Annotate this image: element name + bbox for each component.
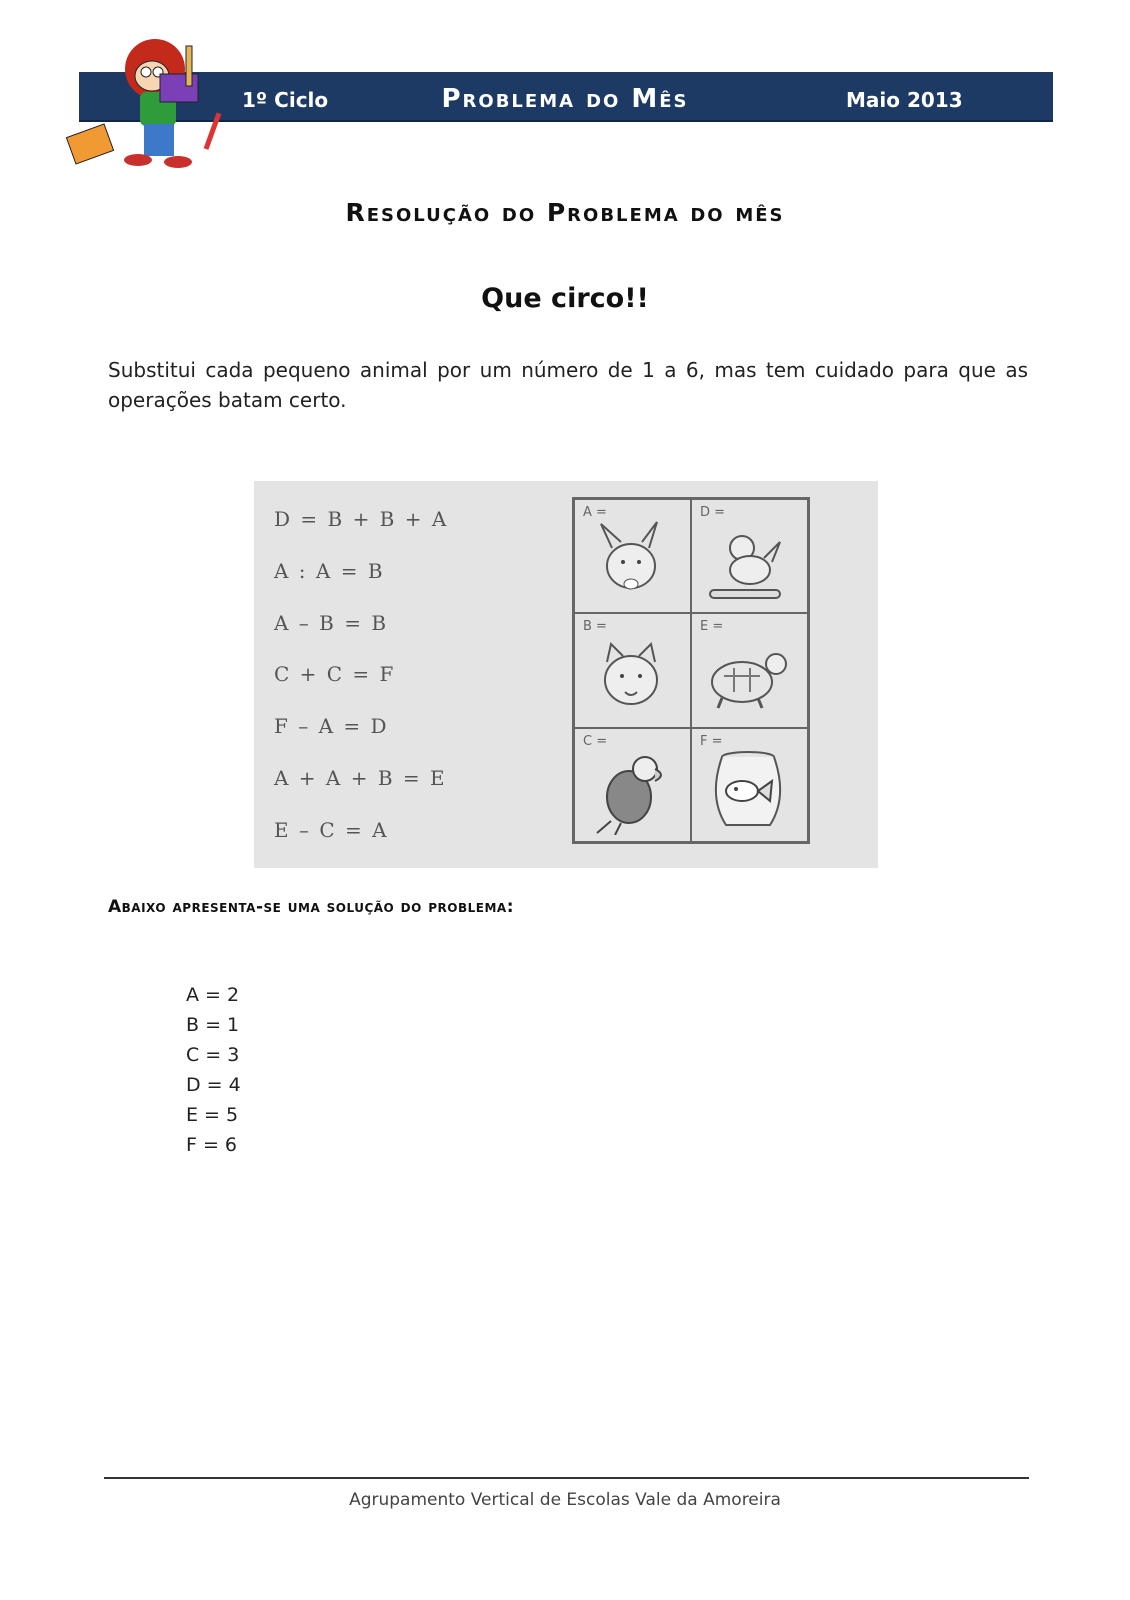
- animal-cell-e: [691, 613, 808, 727]
- animal-cell-d: [691, 499, 808, 613]
- header-title: Problema do Mês: [441, 84, 689, 114]
- answer-list: [186, 980, 241, 1160]
- parrot-icon: [587, 747, 675, 835]
- cat-icon: [587, 632, 675, 720]
- puzzle-image: [254, 481, 878, 868]
- answer-item: D = 4: [186, 1074, 241, 1096]
- animal-cell-b: [574, 613, 691, 727]
- answer-item: E = 5: [186, 1104, 239, 1126]
- equation: A + A + B = E: [274, 766, 447, 790]
- fishbowl-icon: [704, 747, 792, 835]
- equation: D = B + B + A: [274, 507, 449, 531]
- animal-cell-c: [574, 728, 691, 842]
- problem-statement: Substitui cada pequeno animal por um número de 1 a 6, mas tem cuidado para que as operações batam certo.: [108, 358, 1028, 412]
- grade-label: 1º Ciclo: [242, 88, 329, 112]
- equation: A – B = B: [274, 611, 389, 635]
- footer-text: Agrupamento Vertical de Escolas Vale da Amoreira: [349, 1490, 781, 1510]
- header-date: Maio 2013: [846, 88, 963, 112]
- equation: F – A = D: [274, 714, 389, 738]
- answer-item: F = 6: [186, 1134, 238, 1156]
- equation: E – C = A: [274, 818, 389, 842]
- cell-label: F =: [700, 733, 723, 749]
- problem-title: Que circo!!: [481, 283, 649, 314]
- animal-grid: [572, 497, 810, 844]
- equation: A : A = B: [274, 559, 385, 583]
- turtle-icon: [704, 632, 792, 720]
- solution-heading: Abaixo apresenta-se uma solução do problema:: [108, 897, 515, 917]
- answer-item: C = 3: [186, 1044, 240, 1066]
- cell-label: C =: [583, 733, 608, 749]
- answer-item: B = 1: [186, 1014, 240, 1036]
- footer-divider: [104, 1477, 1029, 1479]
- bird-icon: [704, 518, 792, 606]
- animal-cell-a: [574, 499, 691, 613]
- page-subtitle: Resolução do Problema do mês: [345, 198, 785, 227]
- cell-label: E =: [700, 619, 724, 635]
- animal-cell-f: [691, 728, 808, 842]
- rabbit-icon: [587, 518, 675, 606]
- equation: C + C = F: [274, 662, 396, 686]
- cell-label: D =: [700, 505, 726, 520]
- cell-label: B =: [583, 619, 607, 635]
- answer-item: A = 2: [186, 984, 240, 1006]
- cell-label: A =: [583, 505, 607, 520]
